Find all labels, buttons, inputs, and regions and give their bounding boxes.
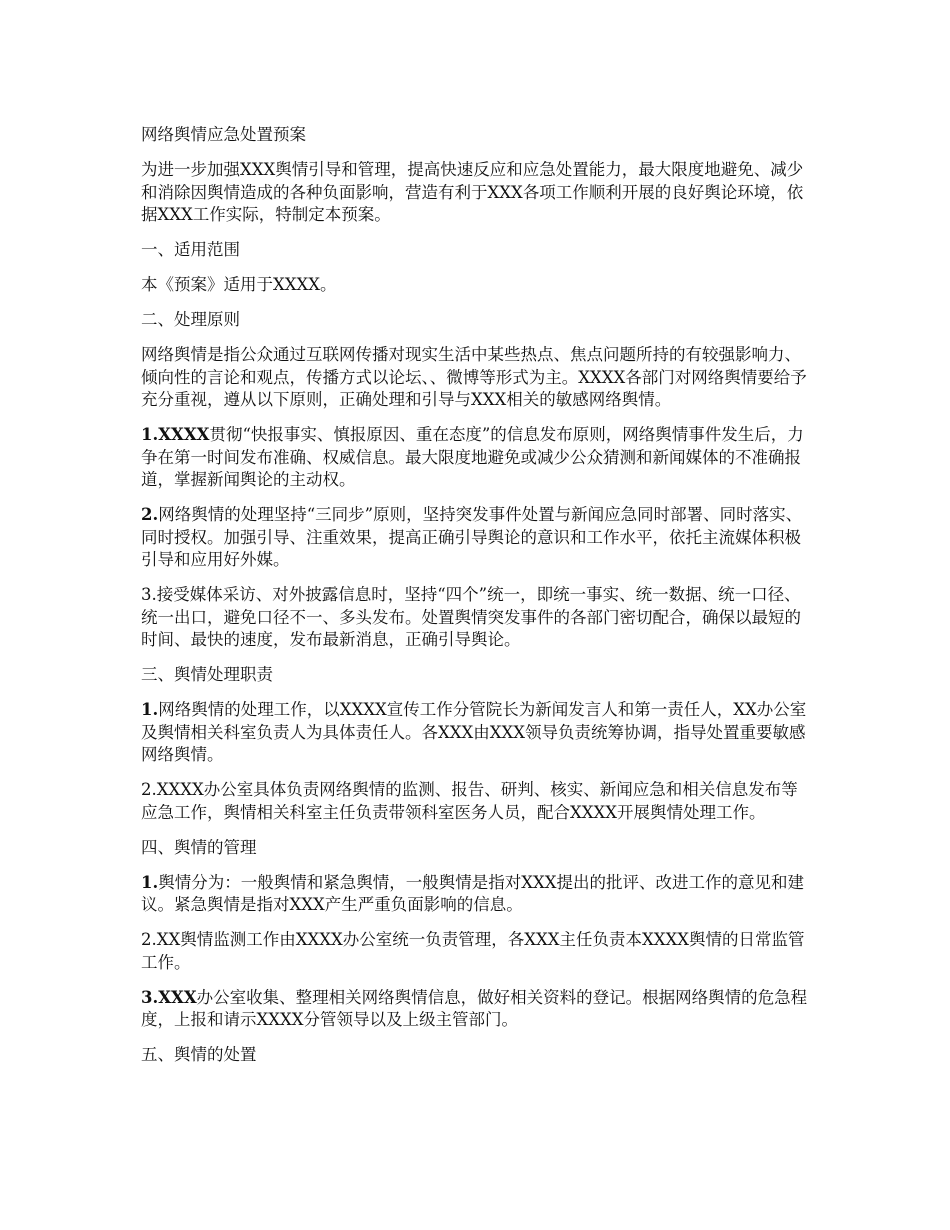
paragraph-text: 贯彻“快报事实、慎报原因、重在态度”的信息发布原则，网络舆情事件发生后，力争在第一时间发布准确、权威信息。最大限度地避免或减少公众猜测和新闻媒体的不准确报道，掌握新闻舆论的主动权。 <box>141 425 804 489</box>
section-heading: 三、舆情处理职责 <box>141 665 273 684</box>
paragraph-lead: 1.XXXX <box>141 425 210 444</box>
section-heading: 一、适用范围 <box>141 240 240 259</box>
document-body <box>141 124 813 1079</box>
paragraph <box>141 987 813 1032</box>
paragraph-text: 2.XXXX办公室具体负责网络舆情的监测、报告、研判、核实、新闻应急和相关信息发布等应急工作，舆情相关科室主任负责带领科室医务人员，配合XXXX开展舆情处理工作。 <box>141 780 798 822</box>
paragraph-text: 本《预案》适用于XXXX。 <box>141 275 337 294</box>
paragraph-text: 办公室收集、整理相关网络舆情信息，做好相关资料的登记。根据网络舆情的危急程度，上报和请示XXXX分管领导以及上级主管部门。 <box>141 987 808 1029</box>
paragraph-text: 2.XX舆情监测工作由XXXX办公室统一负责管理，各XXX主任负责本XXXX舆情的日常监管工作。 <box>141 930 805 972</box>
paragraph-lead: 1. <box>141 872 159 892</box>
paragraph <box>141 424 813 492</box>
document-title: 网络舆情应急处置预案 <box>141 125 306 144</box>
paragraph-text: 3.接受媒体采访、对外披露信息时，坚持“四个”统一，即统一事实、统一数据、统一口径、统一出口，避免口径不一、多头发布。处置舆情突发事件的各部门密切配合，确保以最短的时间、最快的速度，发布最新消息，正确引导舆论。 <box>141 585 801 649</box>
paragraph <box>141 584 813 652</box>
paragraph <box>141 274 813 297</box>
paragraph-text: 网络舆情的处理坚持“三同步”原则，坚持突发事件处置与新闻应急同时部署、同时落实、同时授权。加强引导、注重效果，提高正确引导舆论的意识和工作水平，依托主流媒体积极引导和应用好外媒。 <box>141 505 803 569</box>
paragraph-text: 网络舆情的处理工作，以XXXX宣传工作分管院长为新闻发言人和第一责任人，XX办公室及舆情相关科室负责人为具体责任人。各XXX由XXX领导负责统筹协调，指导处置重要敏感网络舆情。 <box>141 700 807 764</box>
paragraph-lead: 2. <box>141 505 159 524</box>
paragraph <box>141 872 813 917</box>
paragraph <box>141 344 813 412</box>
paragraph-lead: 3.XXX <box>141 987 197 1007</box>
section-heading: 五、舆情的处置 <box>141 1045 257 1064</box>
paragraph-lead: 1. <box>141 700 159 719</box>
section-heading: 四、舆情的管理 <box>141 837 257 857</box>
intro-paragraph: 为进一步加强XXX舆情引导和管理，提高快速反应和应急处置能力，最大限度地避免、减少和消除因舆情造成的各种负面影响，营造有利于XXX各项工作顺利开展的良好舆论环境，依据XXX工作实际，特制定本预案。 <box>141 160 804 224</box>
paragraph <box>141 929 813 974</box>
paragraph-text: 舆情分为：一般舆情和紧急舆情，一般舆情是指对XXX提出的批评、改进工作的意见和建议。紧急舆情是指对XXX产生严重负面影响的信息。 <box>141 872 804 914</box>
paragraph-text: 网络舆情是指公众通过互联网传播对现实生活中某些热点、焦点问题所持的有较强影响力、倾向性的言论和观点，传播方式以论坛、、微博等形式为主。XXXX各部门对网络舆情要给予充分重视，遵从以下原则，正确处理和引导与XXX相关的敏感网络舆情。 <box>141 345 807 409</box>
paragraph <box>141 699 813 767</box>
paragraph <box>141 779 813 824</box>
paragraph <box>141 504 813 572</box>
section-heading: 二、处理原则 <box>141 310 240 329</box>
